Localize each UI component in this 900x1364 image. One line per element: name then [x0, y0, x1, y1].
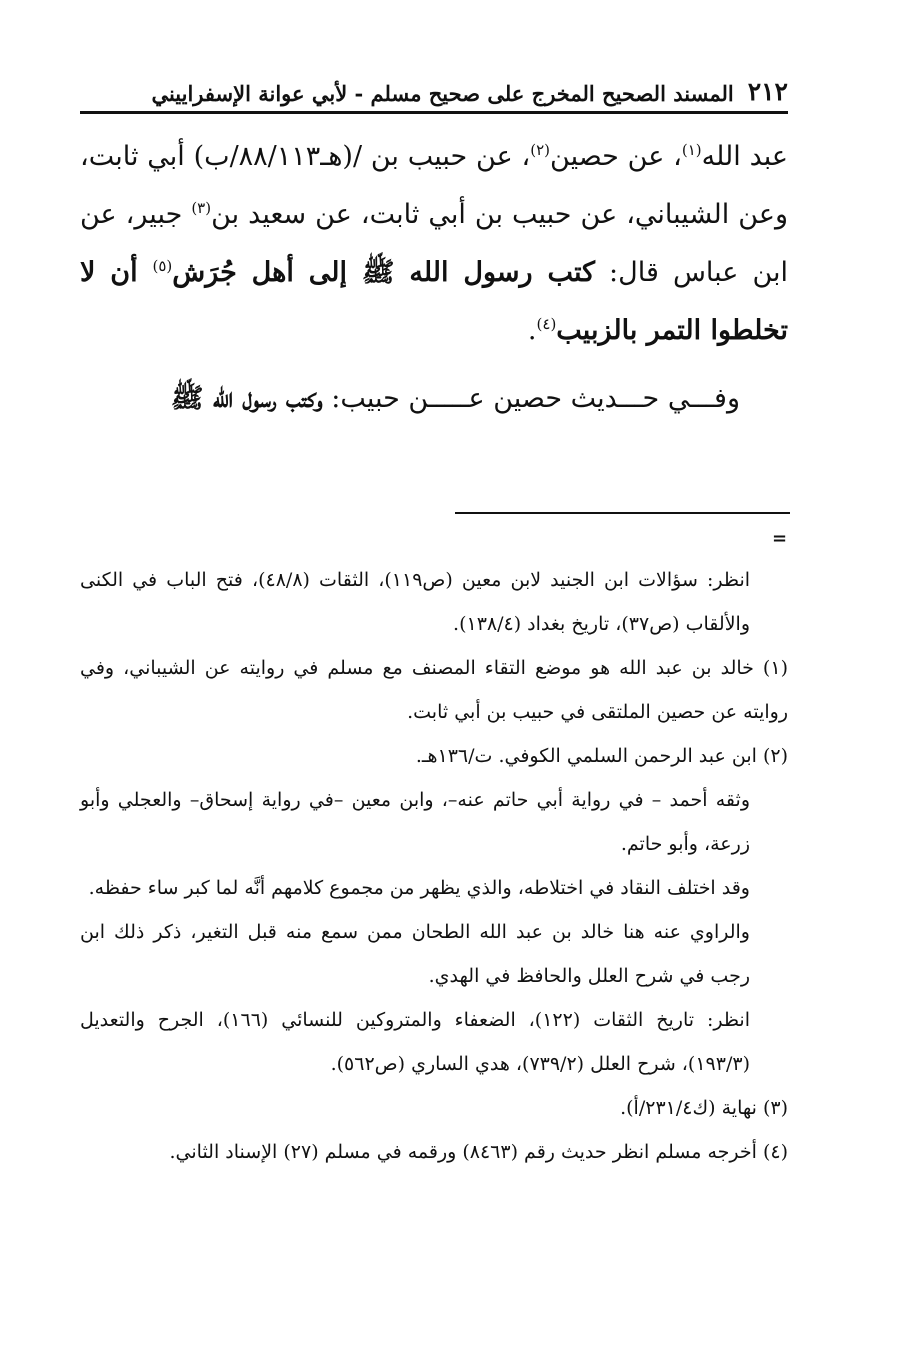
hadith-matn-bold: وكتب رسول الله ﷺ: [170, 383, 323, 414]
running-title: المسند الصحيح المخرج على صحيح مسلم - لأبي عوانة الإسفراييني: [151, 81, 734, 106]
continuation-mark: =: [772, 528, 788, 549]
footnote-ref-1[interactable]: (١): [681, 141, 702, 159]
hadith-paragraph: [80, 128, 788, 360]
hadith-matn-bold: كتب رسول الله ﷺ إلى أهل جُرَش: [172, 257, 595, 288]
header-rule: [80, 111, 788, 114]
footnote-2: (٢) ابن عبد الرحمن السلمي الكوفي. ت/١٣٦هـ.: [415, 745, 788, 767]
footnote-ref-4[interactable]: (٤): [536, 315, 557, 333]
footnote-2-detail: وثقه أحمد – في رواية أبي حاتم عنه–، وابن معين –في رواية إسحاق– والعجلي وأبو زرعة، وأبو حاتم.: [80, 789, 750, 855]
footnote-continued: انظر: سؤالات ابن الجنيد لابن معين (ص١١٩)، الثقات (٤٨/٨)، فتح الباب في الكنى والألقاب (ص٣٧)، تاريخ بغداد (١٣٨/٤).: [80, 569, 751, 635]
main-text: [80, 128, 788, 428]
second-paragraph: [80, 370, 788, 428]
text-run: وفـــي حـــديث حصين عـــــن حبيب:: [322, 383, 740, 414]
text-run: ، عن حصين: [550, 141, 682, 172]
footnote-4: (٤) أخرجه مسلم انظر حديث رقم (٨٤٦٣) ورقمه في مسلم (٢٧) الإسناد الثاني.: [169, 1141, 788, 1163]
footnote-ref-3[interactable]: (٣): [191, 199, 212, 217]
footnote-2-detail: وقد اختلف النقاد في اختلاطه، والذي يظهر من مجموع كلامهم أنَّه لما كبر ساء حفظه.: [88, 877, 750, 899]
footnote-3: (٣) نهاية (ك٢٣١/٤/أ).: [620, 1097, 788, 1119]
footnote-2-sources: انظر: تاريخ الثقات (١٢٢)، الضعفاء والمتروكين للنسائي (١٦٦)، الجرح والتعديل (١٩٣/٣)، شرح العلل (٧٣٩/٢)، هدي الساري (ص٥٦٢).: [80, 1009, 750, 1075]
page-number: ٢١٢: [747, 77, 788, 106]
footnote-2-detail: والراوي عنه هنا خالد بن عبد الله الطحان ممن سمع منه قبل التغير، ذكر ذلك ابن رجب في شرح العلل والحافظ في الهدي.: [80, 921, 750, 987]
footnotes: [80, 558, 788, 1174]
footnote-ref-5[interactable]: (٥): [152, 257, 173, 275]
running-header: [80, 72, 788, 106]
hadith-matn-bold: أن لا تخلطوا التمر بالزبيب: [80, 257, 788, 346]
text-run: جبير، عن ابن عباس قال:: [80, 199, 789, 288]
footnote-separator: [455, 512, 790, 514]
text-run: عبد الله: [701, 141, 789, 172]
text-run: .: [527, 315, 537, 346]
text-run: ، عن حبيب بن /(هـ٨٨/١١٣/ب) أبي ثابت، وعن الشيباني، عن حبيب بن أبي ثابت، عن سعيد بن: [80, 141, 788, 230]
footnote-ref-2[interactable]: (٢): [530, 141, 551, 159]
footnote-1: (١) خالد بن عبد الله هو موضع التقاء المصنف مع مسلم في روايته عن الشيباني، وفي روايته عن حصين الملتقى في حبيب بن أبي ثابت.: [80, 657, 788, 723]
